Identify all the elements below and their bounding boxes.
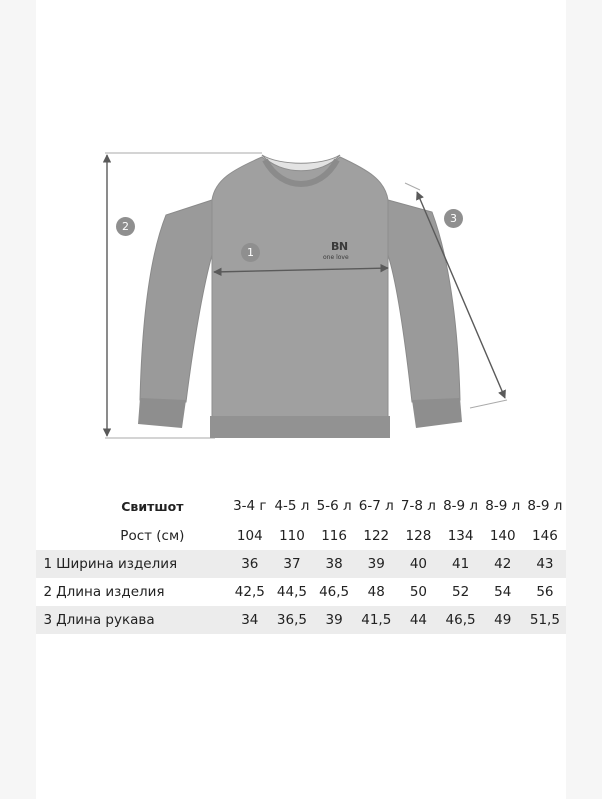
row-label: Длина рукава xyxy=(54,606,229,634)
table-cell: 39 xyxy=(355,550,397,578)
table-cell: 36 xyxy=(229,550,271,578)
size-cell: 4-5 л xyxy=(274,498,310,514)
table-row xyxy=(36,578,566,606)
table-cell: 54 xyxy=(494,584,512,600)
height-cell: 104 xyxy=(236,528,263,544)
height-cell: 140 xyxy=(489,528,516,544)
size-cell: 5-6 л xyxy=(316,498,352,514)
row-number: 2 xyxy=(43,584,53,600)
callout-sleeve: 3 xyxy=(444,209,463,228)
table-row xyxy=(36,550,566,578)
row-number: 3 xyxy=(36,606,54,634)
height-label: Рост (см) xyxy=(120,528,185,544)
table-cell: 43 xyxy=(524,550,566,578)
table-cell: 42 xyxy=(482,550,524,578)
table-cell: 46,5 xyxy=(319,584,350,600)
size-cell: 6-7 л xyxy=(358,498,394,514)
table-cell: 56 xyxy=(536,584,554,600)
table-title: Свитшот xyxy=(121,498,184,514)
table-cell: 39 xyxy=(313,606,355,634)
table-cell: 40 xyxy=(397,550,439,578)
table-row xyxy=(36,606,566,634)
table-cell: 50 xyxy=(409,584,428,600)
table-cell: 44,5 xyxy=(276,584,307,600)
size-cell: 8-9 л xyxy=(485,498,521,514)
height-cell: 128 xyxy=(405,528,432,544)
size-cell: 8-9 л xyxy=(527,498,563,514)
size-table xyxy=(36,490,566,634)
row-label: Ширина изделия xyxy=(54,550,229,578)
table-cell: 34 xyxy=(229,606,271,634)
size-cell: 8-9 л xyxy=(443,498,479,514)
height-cell: 122 xyxy=(363,528,390,544)
size-cell: 7-8 л xyxy=(400,498,436,514)
table-cell: 48 xyxy=(367,584,385,600)
callout-width: 1 xyxy=(241,243,260,262)
height-cell: 110 xyxy=(279,528,305,544)
size-cell: 3-4 г xyxy=(233,498,267,514)
height-cell: 116 xyxy=(321,528,347,544)
size-header-row xyxy=(36,490,566,522)
brand-tagline: one love xyxy=(323,254,349,261)
callout-length: 2 xyxy=(116,217,135,236)
row-label: Длина изделия xyxy=(56,584,165,600)
table-cell: 51,5 xyxy=(524,606,566,634)
height-cell: 134 xyxy=(447,528,474,544)
brand-logo: BN xyxy=(331,240,348,253)
table-cell: 42,5 xyxy=(234,584,265,600)
table-cell: 44 xyxy=(397,606,439,634)
table-cell: 36,5 xyxy=(271,606,313,634)
table-cell: 46,5 xyxy=(440,606,482,634)
table-cell: 38 xyxy=(313,550,355,578)
table-cell: 49 xyxy=(482,606,524,634)
row-number: 1 xyxy=(36,550,54,578)
height-cell: 146 xyxy=(532,528,558,544)
table-cell: 37 xyxy=(271,550,313,578)
table-cell: 41 xyxy=(440,550,482,578)
table-cell: 52 xyxy=(451,584,470,600)
table-cell: 41,5 xyxy=(355,606,397,634)
height-row xyxy=(36,522,566,550)
